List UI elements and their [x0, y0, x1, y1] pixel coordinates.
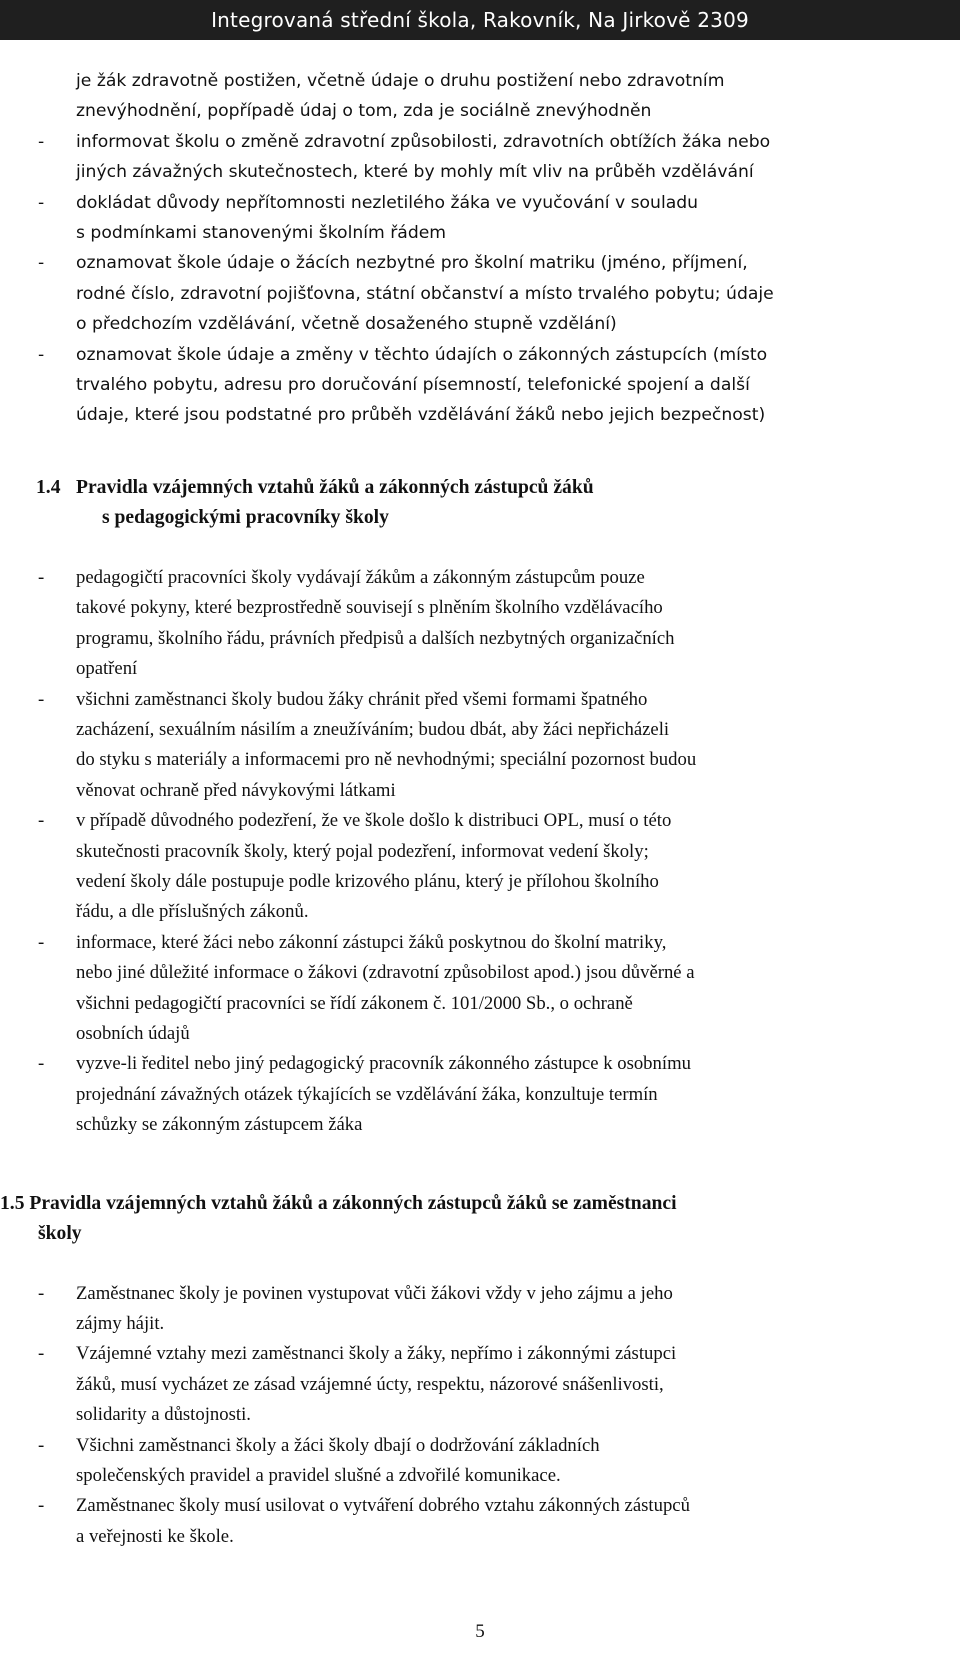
bullet-dash: -	[38, 1495, 45, 1517]
text-line: zájmy hájit.	[76, 1313, 165, 1334]
list-item	[36, 1279, 946, 1340]
text-line: zacházení, sexuálním násilím a zneužíváním; budou dbát, aby žáci nepřicházeli	[76, 718, 670, 740]
text-line: v případě důvodného podezření, že ve škole došlo k distribuci OPL, musí o této	[76, 810, 672, 832]
list-item	[36, 806, 946, 928]
section-1-5-title-line2: školy	[38, 1222, 82, 1244]
bullet-dash: -	[38, 253, 45, 274]
section-1-5-heading	[0, 1189, 946, 1249]
text-line: Vzájemné vztahy mezi zaměstnanci školy a žáky, nepřímo i zákonnými zástupci	[76, 1343, 677, 1365]
text-line: věnovat ochraně před návykovými látkami	[76, 779, 396, 801]
page-number: 5	[475, 1621, 485, 1642]
text-line: do styku s materiály a informacemi pro ně nevhodnými; speciální pozornost budou	[76, 749, 697, 771]
bullet-dash: -	[38, 1434, 45, 1456]
list-item-text	[76, 127, 946, 188]
list-item-text	[76, 1049, 946, 1140]
text-line: pedagogičtí pracovníci školy vydávají žákům a zákonným zástupcům pouze	[76, 566, 645, 588]
text-line: dokládat důvody nepřítomnosti nezletilého žáka ve vyučování v souladu	[76, 192, 699, 213]
list-item	[36, 1049, 946, 1140]
text-line: je žák zdravotně postižen, včetně údaje o druhu postižení nebo zdravotním	[76, 71, 725, 91]
bullet-dash: -	[38, 810, 45, 832]
text-line: žáků, musí vycházet ze zásad vzájemné úcty, respektu, názorové snášenlivosti,	[76, 1373, 664, 1395]
text-line: nebo jiné důležité informace o žákovi (zdravotní způsobilost apod.) jsou důvěrné a	[76, 962, 695, 984]
bullet-dash: -	[38, 131, 45, 152]
text-line: projednání závažných otázek týkajících se vzdělávání žáka, konzultuje termín	[76, 1083, 658, 1105]
bullet-dash: -	[38, 566, 45, 588]
list-item	[36, 563, 946, 685]
text-line: jiných závažných skutečnostech, které by mohly mít vliv na průběh vzdělávání	[76, 162, 754, 183]
text-line: Zaměstnanec školy je povinen vystupovat vůči žákovi vždy v jeho zájmu a jeho	[76, 1282, 673, 1304]
section-1-4-title-line2: s pedagogickými pracovníky školy	[102, 506, 389, 528]
page-body	[0, 66, 946, 1552]
text-line: s podmínkami stanovenými školním řádem	[76, 223, 447, 244]
text-line: osobních údajů	[76, 1022, 190, 1044]
list-item-text	[76, 1339, 946, 1430]
text-line: údaje, které jsou podstatné pro průběh vzdělávání žáků nebo jejich bezpečnost)	[76, 405, 766, 426]
list-item-text	[76, 188, 946, 249]
text-line: řádu, a dle příslušných zákonů.	[76, 901, 309, 923]
intro-list	[36, 66, 946, 431]
list-item-text	[76, 1491, 946, 1552]
section-1-5-list	[36, 1279, 946, 1553]
list-item	[36, 685, 946, 807]
list-item-text	[76, 248, 946, 339]
list-item	[36, 1339, 946, 1430]
text-line: oznamovat škole údaje o žácích nezbytné pro školní matriku (jméno, příjmení,	[76, 253, 748, 274]
list-item	[36, 1431, 946, 1492]
text-line: informace, které žáci nebo zákonní zástupci žáků poskytnou do školní matriky,	[76, 931, 667, 953]
text-line: Všichni zaměstnanci školy a žáci školy dbají o dodržování základních	[76, 1434, 600, 1456]
list-item-text	[76, 66, 946, 127]
text-line: opatření	[76, 658, 138, 680]
text-line: trvalého pobytu, adresu pro doručování písemností, telefonické spojení a další	[76, 375, 750, 396]
text-line: informovat školu o změně zdravotní způsobilosti, zdravotních obtížích žáka nebo	[76, 131, 771, 152]
list-item	[36, 66, 946, 127]
bullet-dash: -	[38, 931, 45, 953]
list-item	[36, 340, 946, 431]
text-line: všichni zaměstnanci školy budou žáky chránit před všemi formami špatného	[76, 688, 648, 710]
text-line: solidarity a důstojnosti.	[76, 1404, 251, 1426]
text-line: programu, školního řádu, právních předpisů a dalších nezbytných organizačních	[76, 627, 675, 649]
text-line: a veřejnosti ke škole.	[76, 1525, 234, 1547]
list-item	[36, 127, 946, 188]
list-item-text	[76, 563, 946, 685]
section-1-4-title-line1: Pravidla vzájemných vztahů žáků a zákonných zástupců žáků	[76, 476, 594, 498]
list-item-text	[76, 685, 946, 807]
list-item	[36, 1491, 946, 1552]
text-line: Zaměstnanec školy musí usilovat o vytváření dobrého vztahu zákonných zástupců	[76, 1495, 690, 1517]
section-1-4-list	[36, 563, 946, 1141]
text-line: vyzve-li ředitel nebo jiný pedagogický pracovník zákonného zástupce k osobnímu	[76, 1053, 691, 1075]
text-line: oznamovat škole údaje a změny v těchto údajích o zákonných zástupcích (místo	[76, 344, 768, 365]
list-item-text	[76, 340, 946, 431]
list-item	[36, 248, 946, 339]
document-header: Integrovaná střední škola, Rakovník, Na Jirkově 2309	[211, 8, 749, 32]
list-item-text	[76, 928, 946, 1050]
list-item-text	[76, 806, 946, 928]
list-item	[36, 928, 946, 1050]
section-1-4-number: 1.4	[36, 476, 61, 498]
bullet-dash: -	[38, 344, 45, 365]
bullet-dash: -	[38, 1282, 45, 1304]
text-line: společenských pravidel a pravidel slušné a zdvořilé komunikace.	[76, 1465, 561, 1487]
list-item-text	[76, 1279, 946, 1340]
text-line: rodné číslo, zdravotní pojišťovna, státní občanství a místo trvalého pobytu; údaje	[76, 283, 774, 304]
text-line: všichni pedagogičtí pracovníci se řídí zákonem č. 101/2000 Sb., o ochraně	[76, 992, 633, 1014]
text-line: vedení školy dále postupuje podle krizového plánu, který je přílohou školního	[76, 870, 659, 892]
bullet-dash: -	[38, 192, 45, 213]
bullet-dash: -	[38, 1053, 45, 1075]
text-line: takové pokyny, které bezprostředně souvisejí s plněním školního vzdělávacího	[76, 597, 663, 619]
text-line: znevýhodnění, popřípadě údaj o tom, zda je sociálně znevýhodněn	[76, 101, 652, 122]
bullet-dash	[36, 66, 76, 127]
section-1-5-title-line1: 1.5 Pravidla vzájemných vztahů žáků a zákonných zástupců žáků se zaměstnanci	[0, 1192, 677, 1214]
bullet-dash: -	[38, 1343, 45, 1365]
text-line: schůzky se zákonným zástupcem žáka	[76, 1114, 363, 1136]
text-line: skutečnosti pracovník školy, který pojal podezření, informovat vedení školy;	[76, 840, 649, 862]
list-item-text	[76, 1431, 946, 1492]
bullet-dash: -	[38, 688, 45, 710]
list-item	[36, 188, 946, 249]
text-line: o předchozím vzdělávání, včetně dosaženého stupně vzdělání)	[76, 314, 617, 335]
section-1-4-heading	[36, 473, 946, 533]
